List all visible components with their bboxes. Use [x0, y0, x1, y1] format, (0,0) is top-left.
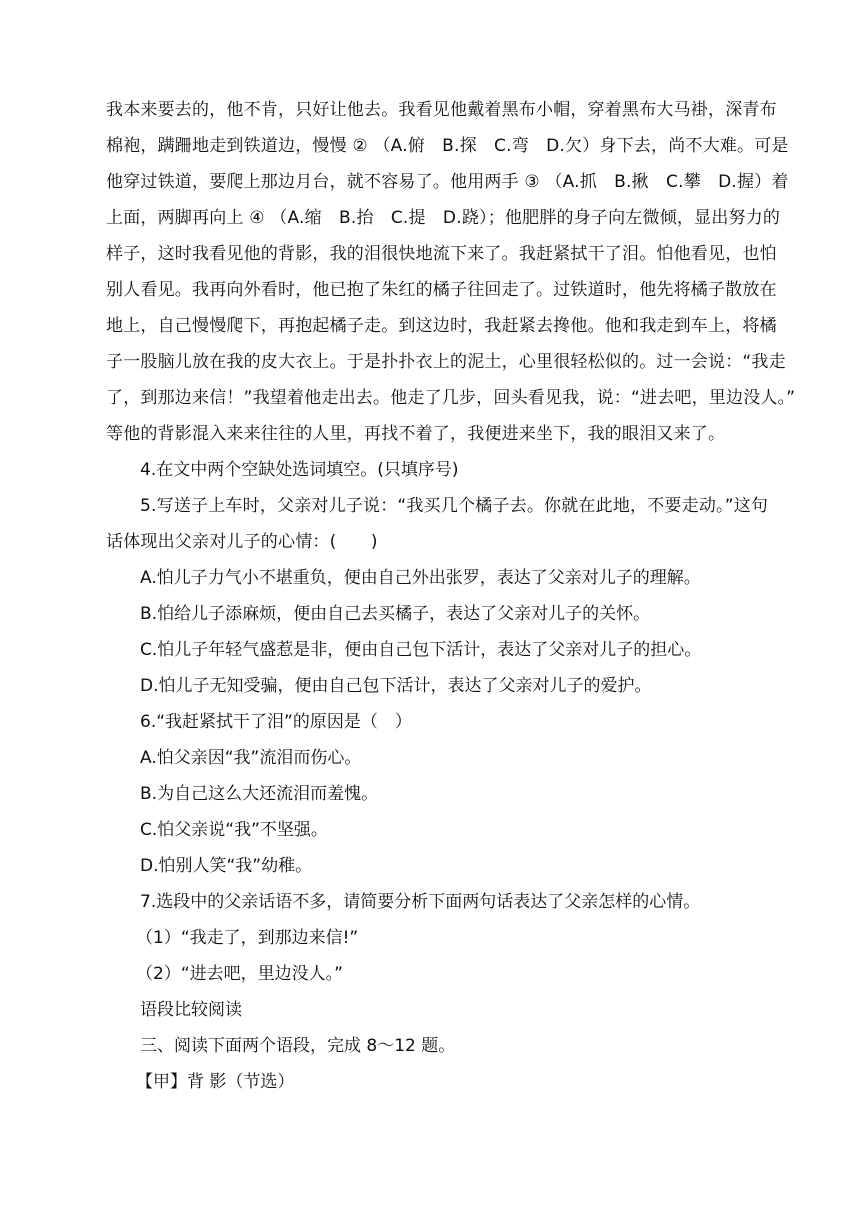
question-6-option-c: C.怕父亲说“我”不坚强。: [140, 820, 328, 840]
passage-line: 等他的背影混入来来往往的人里，再找不着了，我便进来坐下，我的眼泪又来了。: [106, 424, 726, 444]
question-5-line: 话体现出父亲对儿子的心情：( ): [106, 532, 378, 552]
question-5-option-a: A.怕儿子力气小不堪重负，便由自己外出张罗，表达了父亲对儿子的理解。: [140, 568, 701, 588]
question-7-sub-2: （2）“进去吧，里边没人。”: [136, 964, 343, 984]
passage-line: 上面，两脚再向上 ④ （A.缩 B.抬 C.提 D.跷）；他肥胖的身子向左微倾，显出努力的: [106, 208, 781, 228]
passage-line: 样子，这时我看见他的背影，我的泪很快地流下来了。我赶紧拭干了泪。怕他看见，也怕: [106, 244, 777, 264]
question-7: 7.选段中的父亲话语不多，请简要分析下面两句话表达了父亲怎样的心情。: [140, 892, 701, 912]
section-heading: 语段比较阅读: [140, 1000, 242, 1020]
passage-line: 地上，自己慢慢爬下，再抱起橘子走。到这边时，我赶紧去搀他。他和我走到车上，将橘: [106, 316, 777, 336]
passage-line: 了，到那边来信！”我望着他走出去。他走了几步，回头看见我，说：“进去吧，里边没人。”: [106, 388, 796, 408]
question-6-option-d: D.怕别人笑“我”幼稚。: [140, 856, 313, 876]
question-6-option-a: A.怕父亲因“我”流泪而伤心。: [140, 748, 362, 768]
passage-line: 我本来要去的，他不肯，只好让他去。我看见他戴着黑布小帽，穿着黑布大马褂，深青布: [106, 100, 777, 120]
passage-line: 他穿过铁道，要爬上那边月台，就不容易了。他用两手 ③ （A.抓 B.揪 C.攀 D.握）着: [106, 172, 789, 192]
question-5-option-d: D.怕儿子无知受骗，便由自己包下活计，表达了父亲对儿子的爱护。: [140, 676, 652, 696]
question-6-option-b: B.为自己这么大还流泪而羞愧。: [140, 784, 379, 804]
passage-text: [106, 92, 796, 452]
section-instruction: 三、阅读下面两个语段，完成 8～12 题。: [140, 1036, 456, 1056]
question-4: 4.在文中两个空缺处选词填空。(只填序号): [140, 460, 459, 480]
question-5-option-c: C.怕儿子年轻气盛惹是非，便由自己包下活计，表达了父亲对儿子的担心。: [140, 640, 702, 660]
question-7-sub-1: （1）“我走了，到那边来信!”: [136, 928, 359, 948]
document-page: [106, 92, 796, 1100]
question-6: 6.“我赶紧拭干了泪”的原因是（ ）: [140, 712, 412, 732]
question-5-option-b: B.怕给儿子添麻烦，便由自己去买橘子，表达了父亲对儿子的关怀。: [140, 604, 651, 624]
passage-title: 【甲】背 影（节选）: [136, 1072, 295, 1092]
passage-line: 别人看见。我再向外看时，他已抱了朱红的橘子往回走了。过铁道时，他先将橘子散放在: [106, 280, 777, 300]
passage-line: 棉袍，蹒跚地走到铁道边，慢慢 ② （A.俯 B.探 C.弯 D.欠）身下去，尚不大难。可是: [106, 136, 789, 156]
question-5: [106, 488, 769, 560]
passage-line: 子一股脑儿放在我的皮大衣上。于是扑扑衣上的泥土，心里很轻松似的。过一会说：“我走: [106, 352, 786, 372]
question-5-line: 5.写送子上车时，父亲对儿子说：“我买几个橘子去。你就在此地，不要走动。”这句: [140, 496, 769, 516]
